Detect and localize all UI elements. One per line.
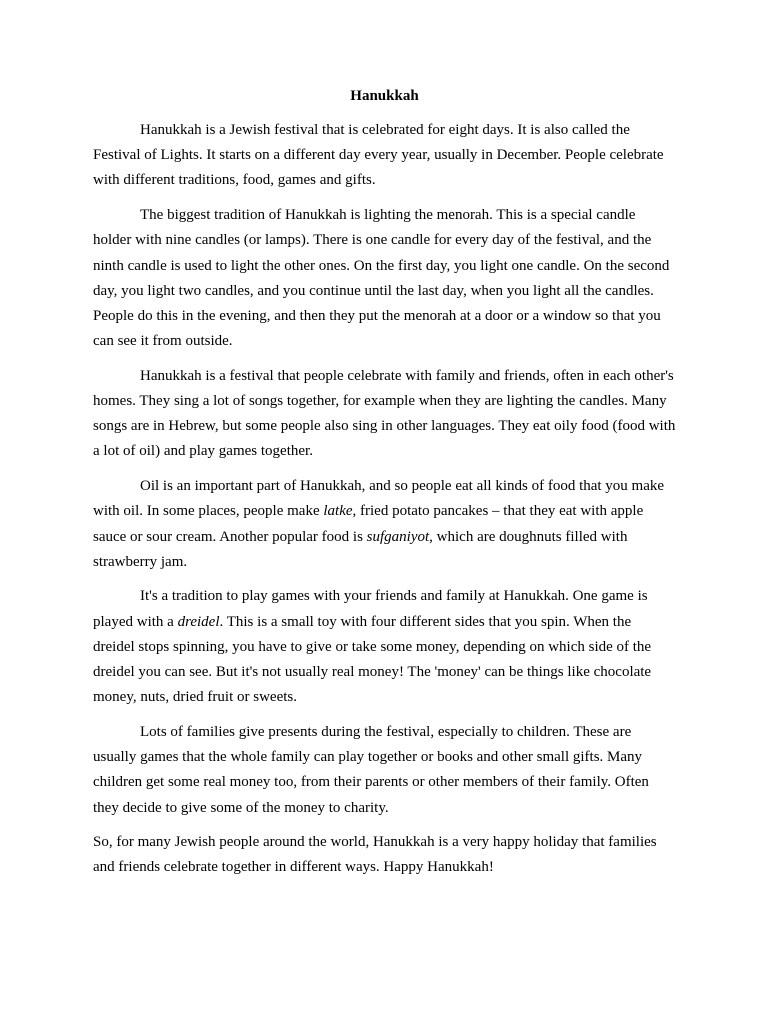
paragraph <box>93 584 676 710</box>
paragraph <box>93 118 676 194</box>
paragraph-text: . This is a small toy with four different sides that you spin. When the dreidel stops spinning, you have to give or take some money, depending on which side of the dreidel you can see. But it's not usually real money! The 'money' can be things like chocolate money, nuts, dried fruit or sweets. <box>93 613 652 706</box>
italic-term: dreidel <box>177 613 220 630</box>
paragraph-text: The biggest tradition of Hanukkah is lighting the menorah. This is a special candle holder with nine candles (or lamps). There is one candle for every day of the festival, and the ninth candle is used to light the other ones. On the first day, you light one candle. On the second day, you light two candles, and you continue until the last day, when you light all the candles. People do this in the evening, and then they put the menorah at a door or a window so that you can see it from outside. <box>93 207 670 350</box>
paragraph <box>93 203 676 354</box>
paragraph <box>93 474 676 575</box>
italic-term: sufganiyot <box>366 528 430 545</box>
paragraph-text: Lots of families give presents during the festival, especially to children. These are usually games that the whole family can play together or books and other small gifts. Many children get some real money too, from their parents or other members of their family. Often they decide to give some of the money to charity. <box>93 723 649 816</box>
paragraph-text: Oil is an important part of Hanukkah, and so people eat all kinds of food that you make with oil. In some places, people make <box>93 478 665 520</box>
paragraph-text: , fried potato pancakes – that they eat with apple sauce or sour cream. Another popular food is <box>93 503 644 545</box>
paragraph <box>93 364 676 465</box>
document-body <box>93 118 676 881</box>
document-page <box>93 86 676 890</box>
document-title: Hanukkah <box>350 88 419 104</box>
paragraph-text: , which are doughnuts filled with strawberry jam. <box>93 528 628 570</box>
paragraph-text: Hanukkah is a festival that people celebrate with family and friends, often in each other's homes. They sing a lot of songs together, for example when they are lighting the candles. Many songs are in Hebrew, but some people also sing in other languages. They eat oily food (food with a lot of oil) and play games together. <box>93 367 676 460</box>
paragraph-text: It's a tradition to play games with your friends and family at Hanukkah. One game is played with a <box>93 588 648 630</box>
paragraph <box>93 720 676 821</box>
paragraph-text: Hanukkah is a Jewish festival that is celebrated for eight days. It is also called the Festival of Lights. It starts on a different day every year, usually in December. People celebrate with different traditions, food, games and gifts. <box>93 122 664 189</box>
paragraph-text: So, for many Jewish people around the world, Hanukkah is a very happy holiday that families and friends celebrate together in different ways. Happy Hanukkah! <box>93 834 657 876</box>
paragraph <box>93 830 676 880</box>
italic-term: latke <box>323 503 353 520</box>
